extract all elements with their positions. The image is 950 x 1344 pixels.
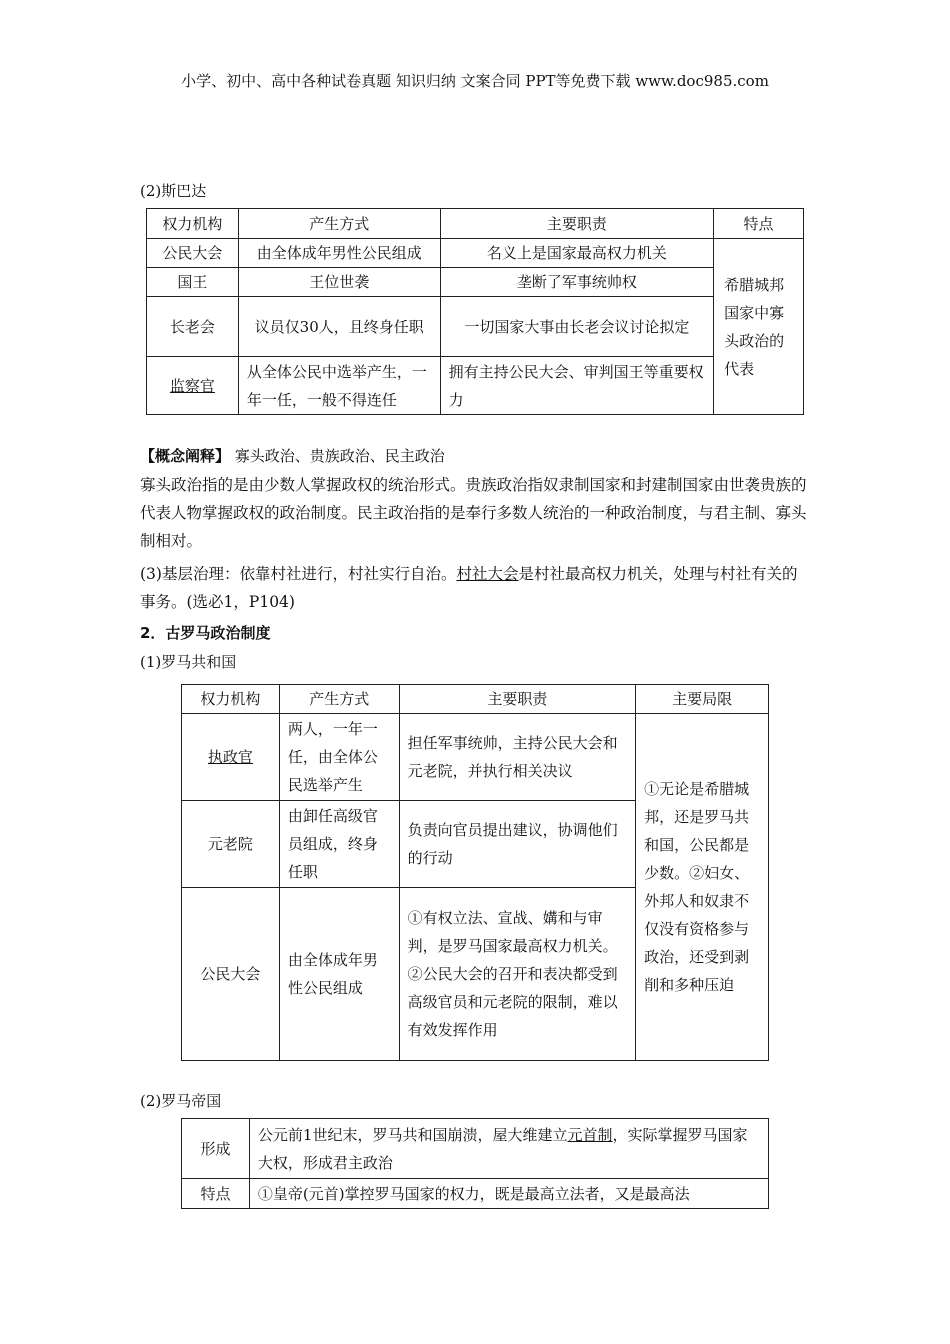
sparta-heading: (2)斯巴达 [140, 182, 207, 200]
republic-col-organ: 权力机构 [182, 685, 280, 714]
republic-limits: ①无论是希腊城邦，还是罗马共和国，公民都是少数。②妇女、外邦人和奴隶不仅没有资格参与政治，还受到剥削和多种压迫 [636, 714, 769, 1061]
sparta-organ: 公民大会 [147, 239, 239, 268]
republic-method: 两人，一年一任，由全体公民选举产生 [279, 714, 399, 801]
empire-content-post: ，实际掌握罗马国家大权，形成君主政治 [257, 1125, 748, 1172]
sparta-col-organ: 权力机构 [147, 209, 239, 239]
republic-col-duty: 主要职责 [399, 685, 636, 714]
sparta-method: 议员仅30人，且终身任职 [238, 297, 440, 357]
grassroots-paragraph [140, 560, 812, 616]
empire-heading: (2)罗马帝国 [140, 1092, 222, 1110]
republic-method: 由全体成年男性公民组成 [279, 888, 399, 1061]
republic-organ: 公民大会 [182, 888, 280, 1061]
rome-heading: 2．古罗马政治制度 [140, 624, 271, 642]
sparta-duty: 拥有主持公民大会、审判国王等重要权力 [440, 357, 714, 415]
republic-method: 由卸任高级官员组成，终身任职 [279, 801, 399, 888]
republic-duty: 负责向官员提出建议，协调他们的行动 [399, 801, 636, 888]
empire-row-content [249, 1119, 768, 1179]
concept-label: 【概念阐释】 [140, 447, 231, 465]
republic-heading: (1)罗马共和国 [140, 653, 237, 671]
concept-title-line [140, 445, 445, 467]
page-header: 小学、初中、高中各种试卷真题 知识归纳 文案合同 PPT等免费下载 www.doc985.com [181, 72, 769, 90]
concept-body: 寡头政治指的是由少数人掌握政权的统治形式。贵族政治指奴隶制国家和封建制国家由世袭贵族的代表人物掌握政权的政治制度。民主政治指的是奉行多数人统治的一种政治制度，与君主制、寡头制相对。 [140, 476, 807, 550]
concept-title: 寡头政治、贵族政治、民主政治 [234, 447, 445, 465]
empire-table [181, 1118, 769, 1209]
sparta-duty: 垄断了军事统帅权 [440, 268, 714, 297]
sparta-duty: 一切国家大事由长老会议讨论拟定 [440, 297, 714, 357]
republic-duty: ①有权立法、宣战、媾和与审判，是罗马国家最高权力机关。②公民大会的召开和表决都受到高级官员和元老院的限制，难以有效发挥作用 [399, 888, 636, 1061]
grassroots-prefix: (3)基层治理：依靠村社进行，村社实行自治。 [140, 565, 457, 583]
republic-organ: 元老院 [182, 801, 280, 888]
sparta-table [146, 208, 804, 415]
republic-duty: 担任军事统帅，主持公民大会和元老院，并执行相关决议 [399, 714, 636, 801]
sparta-col-feature: 特点 [714, 209, 804, 239]
empire-row-content: ①皇帝(元首)掌控罗马国家的权力，既是最高立法者，又是最高法 [249, 1179, 768, 1209]
sparta-organ: 长老会 [147, 297, 239, 357]
sparta-feature: 希腊城邦国家中寡头政治的代表 [714, 239, 804, 415]
empire-content-pre: 公元前1世纪末，罗马共和国崩溃，屋大维建立 [257, 1125, 568, 1144]
empire-content-term: 元首制 [567, 1125, 613, 1144]
sparta-method: 由全体成年男性公民组成 [238, 239, 440, 268]
grassroots-term: 村社大会 [456, 565, 519, 583]
sparta-organ: 监察官 [147, 357, 239, 415]
sparta-col-duty: 主要职责 [440, 209, 714, 239]
sparta-col-method: 产生方式 [238, 209, 440, 239]
empire-row-label: 特点 [182, 1179, 250, 1209]
republic-organ: 执政官 [182, 714, 280, 801]
republic-col-method: 产生方式 [279, 685, 399, 714]
sparta-method: 王位世袭 [238, 268, 440, 297]
republic-col-limits: 主要局限 [636, 685, 769, 714]
grassroots-suffix: 是村社最高权力机关，处理与村社有关的事务。(选必1，P104) [140, 565, 798, 611]
sparta-duty: 名义上是国家最高权力机关 [440, 239, 714, 268]
republic-table [181, 684, 769, 1061]
sparta-organ: 国王 [147, 268, 239, 297]
empire-row-label: 形成 [182, 1119, 250, 1179]
sparta-method: 从全体公民中选举产生，一年一任，一般不得连任 [238, 357, 440, 415]
